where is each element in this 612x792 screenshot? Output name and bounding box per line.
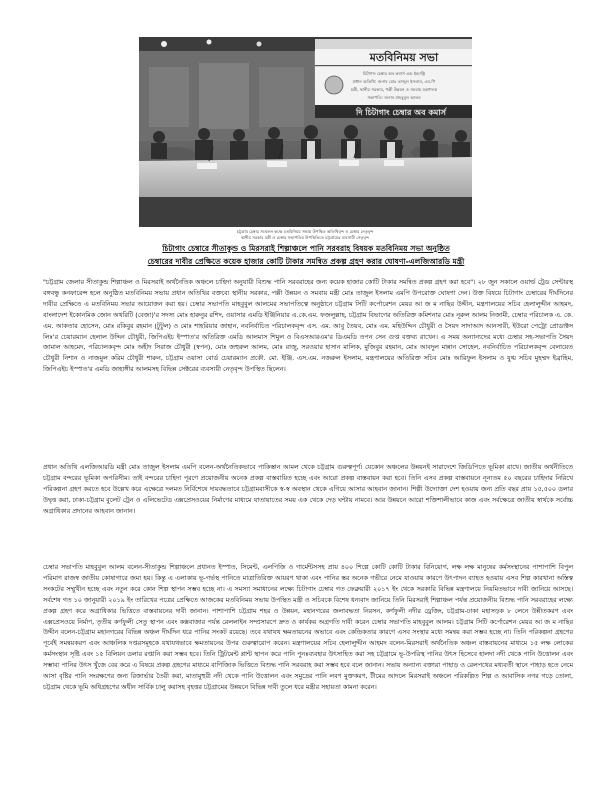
event-photo-drawing bbox=[139, 37, 472, 227]
photo-caption-line-2: স্থানীয় সরকার মন্ত্রী ও চেম্বার সভাপতির উপস্থিতিতে চট্টগ্রামের ব্যবসায়ী নেতৃবৃন্দ bbox=[240, 235, 370, 240]
banner-subtitle-1: চিটাগাং চেম্বার অব কমার্স এন্ড ইন্ডাস্ট্রি bbox=[362, 71, 426, 76]
banner-subtitle-2: প্রধান অতিথি: জনাব মোঃ তাজুল ইসলাম, এম.পি bbox=[352, 79, 436, 84]
headline-primary: চিটাগাং চেম্বারে সীতাকুন্ড ও মিরসরাই শিল্পাঞ্চলে পানি সরবরাহ বিষয়ক মতবিনিময় সভা অনুষ্ঠিত bbox=[162, 244, 450, 253]
headline-secondary: চেম্বারের দাবীর প্রেক্ষিতে কয়েক হাজার কোটি টাকার সমন্বিত প্রকল্প গ্রহণ করার ঘোষণা-এলজিআরডি মন্ত্রী bbox=[147, 257, 465, 266]
body-paragraph-1: "চট্টগ্রাম জেলার সীতাকুন্ড শিল্পাঞ্চল ও মিরসরাই অর্থনৈতিক অঞ্চলে চাহিদা অনুযায়ী বিশুদ্ধ পানি সরবরাহের জন্য কয়েক হাজার কোটি টাকার সমন্বিত প্রকল্প গ্রহণ করা হবে"। ২৮ জুন সকালে ওয়ার্ল্ড ট্রেড সেন্টারস্থ বঙ্গবন্ধু কনফারেন্স হলে অনুষ্ঠিত মতবিনিময় সভায় প্রধান অতিথির বক্তব্যে স্থানীয় সরকার, পল্লী উন্নয়ন ও সমবায় মন্ত্রী মোঃ তাজুল ইসলাম এমপি উপরোক্ত ঘোষণা দেন। উক্ত বিষয়ে চিটাগাং চেম্বারের দীর্ঘদিনের দাবীর প্রেক্ষিতে এ মতবিনিময় সভার আয়োজন করা হয়। চেম্বার সভাপতি মাহবুবুল আলমের সভাপতিত্বে অনুষ্ঠানে চট্টগ্রাম সিটি কর্পোরেশন মেয়র আ জ ম নাছির উদ্দীন, মন্ত্রণালয়ের সচিব হেলালুদ্দীন আহমদ, বাংলাদেশ ইকোনমিক জোন অথরিটি (বেজা)'র সদস্য মোঃ হারুনুর রশিদ, ওয়াসার এমডি ইঞ্জিনিয়ার এ.কে.এম. ফজলুল্লাহ, চট্টগ্রাম বিভাগের অতিরিক্ত কমিশনার মোঃ নূরুল আলম নিজামী, চেম্বার পরিচালক এ. কে. এম. আকতার হোসেন, মোঃ রকিবুর রহমান (টুটুল) ও মোঃ শাহরিয়ার জাহান, নবনির্বাচিত পরিচালকবৃন্দ এস. এম. আবু তৈয়ব, মোঃ এম. মহিউদ্দিন চৌধুরী ও সৈয়দ সাদাআদ আনসারী, ইউরো পেট্রো প্রোডাক্টস লিঃ'র চেয়ারম্যান হেলাল উদ্দিন চৌধুরী, জিপিএইচ ইস্পাত'র অতিরিক্ত এমডি আলমাস শিমুল ও বিএসআরএম'র ডিএমডি তপন সেন গুপ্ত বক্তব্য রাখেন। এ সময় অন্যান্যদের মধ্যে চেম্বার সহ-সভাপতি সৈয়দ জামাল আহমেদ, পরিচালকবৃন্দ মোঃ অহীদ সিরাজ চৌধুরী (স্বপন), মোঃ জহুরুল আলম, মোঃ রাজু, সরওয়ার হাসান মালিক, মুজিবুর রহমান, মোঃ আবদুল মান্নান সোহেল, নবনির্বাচিত পরিচালকবৃন্দ বেলায়েত চৌধুরী নিশান ও নাজমুল করিম চৌধুরী শারুন, চট্টগ্রাম ওয়াসা বোর্ড চেয়ারম্যান প্রকৌ. মো. ইঞ্জি. এস.এম. নজরুল ইসলাম, মন্ত্রণালয়ের অতিরিক্ত সচিব মোঃ আরিফুল ইসলাম ও যুগ্ম সচিব মুহম্মদ ইব্রাহিম, জিপিএইচ ইস্পাত'র এমডি জাহাঙ্গীর আলমসহ বিভিন্ন সেক্টরের ব্যবসায়ী নেতৃবৃন্দ উপস্থিত ছিলেন। bbox=[43, 279, 573, 374]
banner-subtitle-3: মন্ত্রী, স্থানীয় সরকার, পল্লী উন্নয়ন ও সমবায় মন্ত্রণালয় bbox=[350, 87, 438, 92]
chamber-logo-icon bbox=[325, 76, 343, 94]
body-paragraph-2: প্রধান অতিথি এলজিআরডি মন্ত্রী মোঃ তাজুল ইসলাম এমপি বলেন-অর্থনৈতিকভাবে পাকিস্তান আমল থেকে চট্টগ্রাম গুরুত্বপূর্ণ। যেকোন অঞ্চলের উন্নয়নই সারাদেশে জিডিপিতে ভূমিকা রাখে। জাতীয় অর্থনীতিতে চট্টগ্রাম বন্দরের ভূমিকা অপরিসীম। তাই বন্দরের চাহিদা পূরণে প্রয়োজনীয় অনেক প্রকল্প বাস্তবায়িত হচ্ছে এবং আরো প্রকল্প বাস্তবায়ন করা হবে। তিনি এসব প্রকল্প বাস্তবায়নে নূন্যতম ৫০ বছরের চাহিদার নিরিখে পরিকল্পনা গ্রহণ করতে হবে উল্লেখ করে এক্ষেত্রে দলমত নির্বিশেষে দায়বদ্ধতাবে চট্টগ্রামবাসীকে স্ব-স্ব অবস্থান থেকে এগিয়ে আসার আহবান জানান। শিল্পী উদ্যোক্তা দেশ হওয়ায় জন্য প্রতি বছর প্রায় ১৫,৫০০ ডলার উদ্বৃত্ত করা, ঢাকা-চট্টগ্রাম বুলেট ট্রেন ও এলিভেটেড এক্সপ্রেসওয়ের নির্মাণের মাধ্যমে যাতায়াতের সময় এক থেকে দেড় ঘন্টায় নামবে। আর উন্নয়নে আরো শক্তিশালীভাবে কাজ এবং সর্বক্ষেত্রে জাতীয় স্বার্থকে সর্বোচ্চ অগ্রাধিকার প্রদানের আহবান জানান। bbox=[43, 464, 573, 515]
banner-org-label: দি চিটাগাং চেম্বার অব কমার্স bbox=[356, 108, 446, 117]
photo-caption-line-1: চট্টগ্রাম চেম্বার সম্মেলন কক্ষে মতবিনিময় সভায় উপস্থিত অতিথিবৃন্দ ও চেম্বার নেতৃবৃন্দ bbox=[236, 229, 374, 234]
banner-subtitle-4: সভাপতি: জনাব মাহবুবুল আলম bbox=[367, 95, 421, 100]
photo-caption bbox=[146, 229, 464, 241]
event-photo bbox=[139, 37, 472, 227]
body-paragraph-3: চেম্বার সভাপতি মাহবুবুল আলম বলেন-সীতাকুন্ড শিল্পাঞ্চলে প্রধানত ইস্পাত, সিমেন্ট, এলপিজি ও গার্মেন্টসসহ প্রায় ৪০০ শিল্পে কোটি কোটি টাকার বিনিয়োগ, লক্ষ লক্ষ মানুষের কর্মসংস্থানের পাশাপাশি বিপুল পরিমাণ রাজস্ব জাতীয় কোষাগারে জমা হয়। কিন্তু এ এলাকায় ভূ-গর্ভস্থ পানিতে মাত্রাতিরিক্ত আয়রণ থাকা এবং পানির স্তর অনেক গভীরে নেমে যাওয়ায় কারণে উৎপাদন ব্যাহত হওয়ায় এসব শিল্প কারখানা অস্তিত্ব সংকটের সম্মুখীন হচ্ছে এবং নতুন করে কোন শিল্প স্থাপন সম্ভব হচ্ছে না। এ সমস্যা সমাধানের লক্ষ্যে চিটাগাং চেম্বার গত ফেব্রুয়ারী ২০১৭ ইং থেকে সরকারি বিভিন্ন মন্ত্রণালয়ে নিয়মিতভাবে দাবী জানিয়ে আসছে। সর্বশেষ গত ১০ জানুয়ারী ২০১৯ ইং তারিখের পত্রের প্রেক্ষিতে আজকের মতবিনিময় সভায় উপস্থিত মন্ত্রী ও সচিবকে বিশেষ ধন্যবাদ জানিয়ে তিনি মিরসরাই শিল্পাঞ্চল পর্যন্ত প্রয়োজনীয় বিশুদ্ধ পানি সরবরাহের লক্ষ্যে প্রকল্প গ্রহণ করে অগ্রাধিকার ভিত্তিতে বাস্তবায়নের দাবী জানান। পাশাপাশি চট্টগ্রাম শহর ও উন্নয়ন, মহানগরের জলাবদ্ধতা নিরসন, কর্ণফুলী নদীর ড্রেজিং, চট্টগ্রাম-ঢাকা মহাসড়ক ৮ লেনে উন্নীতকরণ এবং এক্সপ্রেসওয়ে নির্মাণ, তৃতীয় কর্ণফুলী সেতু স্থাপন এবং কক্সবাজার পর্যন্ত রেললাইন সম্প্রসারণে দ্রুত ও কার্যকর অগ্রগতি দাবী করেন চেম্বার সভাপতি মাহবুবুল আলম। চট্টগ্রাম সিটি কর্পোরেশন মেয়র আ জ ম নাছির উদ্দীন বলেন-চট্টগ্রাম মহানগরের বিভিন্ন অঞ্চল দীর্ঘদিন ধরে পানির সংকট রয়েছে। তবে যথাযথ ক্ষমতায়নের অভাবে এবং কেন্দ্রিকতার কারণে এসব সংস্থার মধ্যে সমন্বয় করা সম্ভব হচ্ছে না। তিনি পরিকল্পনা গ্রহণের পূর্বেই সমন্বয়করণ এবং আঞ্চলিক দপ্তরসমূহকে যথাযথভাবে ক্ষমতায়নের উপর গুরুত্বারোপ করেন। মন্ত্রণালয়ের সচিব হেলালুদ্দীন আহমদ বলেন-মিরসরাই অর্থনৈতিক অঞ্চল বাস্তবায়নের মাধ্যমে ১৫ লক্ষ লোকের কর্মসংস্থান সৃষ্টি এবং ১৫ বিলিয়ন ডলার রপ্তানি করা সম্ভব হবে। তিনি ট্রিটমেন্ট প্লান্ট স্থাপন করে পানি পুনঃব্যবহার উৎসাহিত করা সহ চট্টগ্রামে ভূ-উপরিস্থ পানির উৎস হিসেবে হালদা নদী থেকে পানি উত্তোলন এবং সম্ভাব্য পানির উৎস খুঁজে বের করে এ বিষয়ে প্রকল্প গ্রহণের মাধ্যমে বাণিজ্যিক ভিত্তিতে বিশুদ্ধ পানি সরবরাহ করা সম্ভব হবে বলে জানান। সভায় অন্যান্য বক্তারা পাহাড় ও রেলপথের মধ্যবর্তী স্থানে পাহাড় হতে নেমে আসা বৃষ্টির পানি সংরক্ষণের জন্য রিজার্ভার তৈরী করা, মাতামুহুরী নদী থেকে পানি উত্তোলন এবং সমুদ্রের পানি লবণ মুক্তকরণ, টীমের আদলে মিরসরাই অঞ্চলে পরিকল্পিত শিল্প ও আবাসিক নগর গড়ে তোলা, চট্টগ্রাম থেকে ভূমি অধিগ্রহণের অধীন সার্বিক চালু করাসহ বৃহত্তর চট্টগ্রামের উন্নয়নে বিভিন্ন দাবী তুলে ধরে মন্ত্রীর সহায়তা কামনা করেন। bbox=[43, 564, 573, 691]
banner-title: মতবিনিময় সভা bbox=[369, 51, 439, 64]
